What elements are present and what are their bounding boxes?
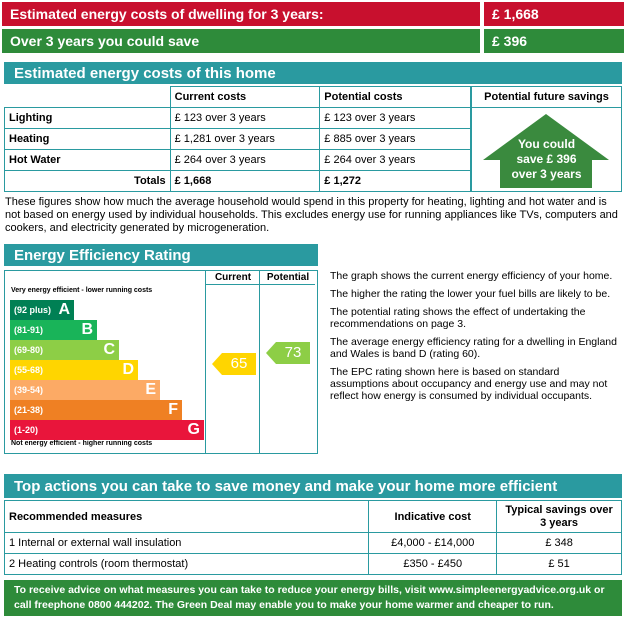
paragraph: The graph shows the current energy efficiency of your home. [330,270,613,282]
band-f [10,400,182,420]
band-range: (39-54) [14,385,44,395]
band-letter: C [103,341,115,358]
savings-line-3: over 3 years [511,167,582,181]
paragraph: The higher the rating the lower your fuel bills are likely to be. [330,288,611,300]
band-a [10,300,74,320]
band-c [10,340,119,360]
current-cost: £ 123 over 3 years [170,108,320,129]
paragraph: The average energy efficiency rating for a dwelling in England and Wales is band D (rating 60). [330,336,617,360]
totals-potential: £ 1,272 [320,171,471,192]
row-label: Heating [5,129,171,150]
cost: £350 - £450 [369,554,497,575]
col-current-header: Current [214,272,252,283]
row-label: Lighting [5,108,171,129]
costs-note: These figures show how much the average household would spend in this property for heating, lighting and hot water and is not based on energy used by individual households. This excludes energy use for running appliances like TVs, computers and cookers, and electricity generated by microgeneration. [5,196,618,234]
band-letter: A [58,301,70,318]
band-range: (1-20) [14,425,39,435]
potential-cost: £ 885 over 3 years [320,129,471,150]
table-row [5,533,622,554]
efficiency-section-title: Energy Efficiency Rating [14,246,191,264]
savings-label: Over 3 years you could save [10,33,200,49]
actions-header-cost: Indicative cost [369,501,497,533]
actions-section-header [4,474,622,498]
actions-header-measures: Recommended measures [5,501,369,533]
chart-top-note: Very energy efficient - lower running costs [11,287,153,294]
savings-value-box [484,29,624,53]
footer-line-2: call freephone 0800 444202. The Green Deal may enable you to make your home warmer and cheaper to run. [14,599,554,611]
costs-section-title: Estimated energy costs of this home [14,64,276,82]
paragraph: The potential rating shows the effect of undertaking the recommendations on page 3. [330,306,586,330]
savings-value: £ 396 [492,33,528,49]
efficiency-section-header [4,244,318,266]
measure: 1 Internal or external wall insulation [5,533,369,554]
band-letter: D [122,361,134,378]
total-cost-bar [2,2,480,26]
cost: £4,000 - £14,000 [369,533,497,554]
band-letter: E [145,381,156,398]
efficiency-explanation [330,270,620,402]
costs-section-header [4,62,622,84]
totals-label: Totals [5,171,171,192]
current-rating-value: 65 [230,355,248,372]
potential-cost: £ 264 over 3 years [320,150,471,171]
actions-section-title: Top actions you can take to save money and make your home more efficient [14,477,558,495]
band-range: (55-68) [14,365,44,375]
costs-header-current: Current costs [170,87,320,108]
band-letter: B [81,321,93,338]
efficiency-chart [4,270,318,454]
savings-bar [2,29,480,53]
col-potential-header: Potential [266,272,310,283]
band-g [10,420,204,440]
band-range: (21-38) [14,405,44,415]
table-row [5,129,471,150]
savings-line-1: You could [517,137,576,151]
band-b [10,320,97,340]
savings: £ 348 [497,533,622,554]
potential-rating-value: 73 [284,344,302,361]
total-cost-value: £ 1,668 [492,6,539,22]
chart-bottom-note: Not energy efficient - higher running costs [11,440,153,447]
band-e [10,380,160,400]
future-savings-panel [471,86,622,192]
row-label: Hot Water [5,150,171,171]
actions-header-savings: Typical savings over 3 years [497,501,622,533]
band-range: (81-91) [14,325,44,335]
costs-header-potential: Potential costs [320,87,471,108]
band-letter: G [187,421,200,438]
footer-banner [4,580,622,616]
total-cost-value-box [484,2,624,26]
totals-row [5,171,471,192]
footer-line-1: To receive advice on what measures you can take to reduce your energy bills, visit www.simpleenergyadvice.org.uk or [14,584,605,596]
current-cost: £ 1,281 over 3 years [170,129,320,150]
total-cost-label: Estimated energy costs of dwelling for 3 years: [10,6,324,22]
actions-table [4,500,622,575]
table-row [5,108,471,129]
totals-current: £ 1,668 [170,171,320,192]
savings-line-2: save £ 396 [516,152,577,166]
measure: 2 Heating controls (room thermostat) [5,554,369,575]
future-savings-header: Potential future savings [472,87,621,108]
band-range: (69-80) [14,345,44,355]
table-row [5,150,471,171]
band-letter: F [168,401,178,418]
band-d [10,360,138,380]
table-row [5,554,622,575]
current-cost: £ 264 over 3 years [170,150,320,171]
costs-table [4,86,471,192]
savings: £ 51 [497,554,622,575]
band-range: (92 plus) [14,305,52,315]
potential-cost: £ 123 over 3 years [320,108,471,129]
paragraph: The EPC rating shown here is based on standard assumptions about occupancy and energy use and may not reflect how energy is consumed by individual occupants. [330,366,608,402]
